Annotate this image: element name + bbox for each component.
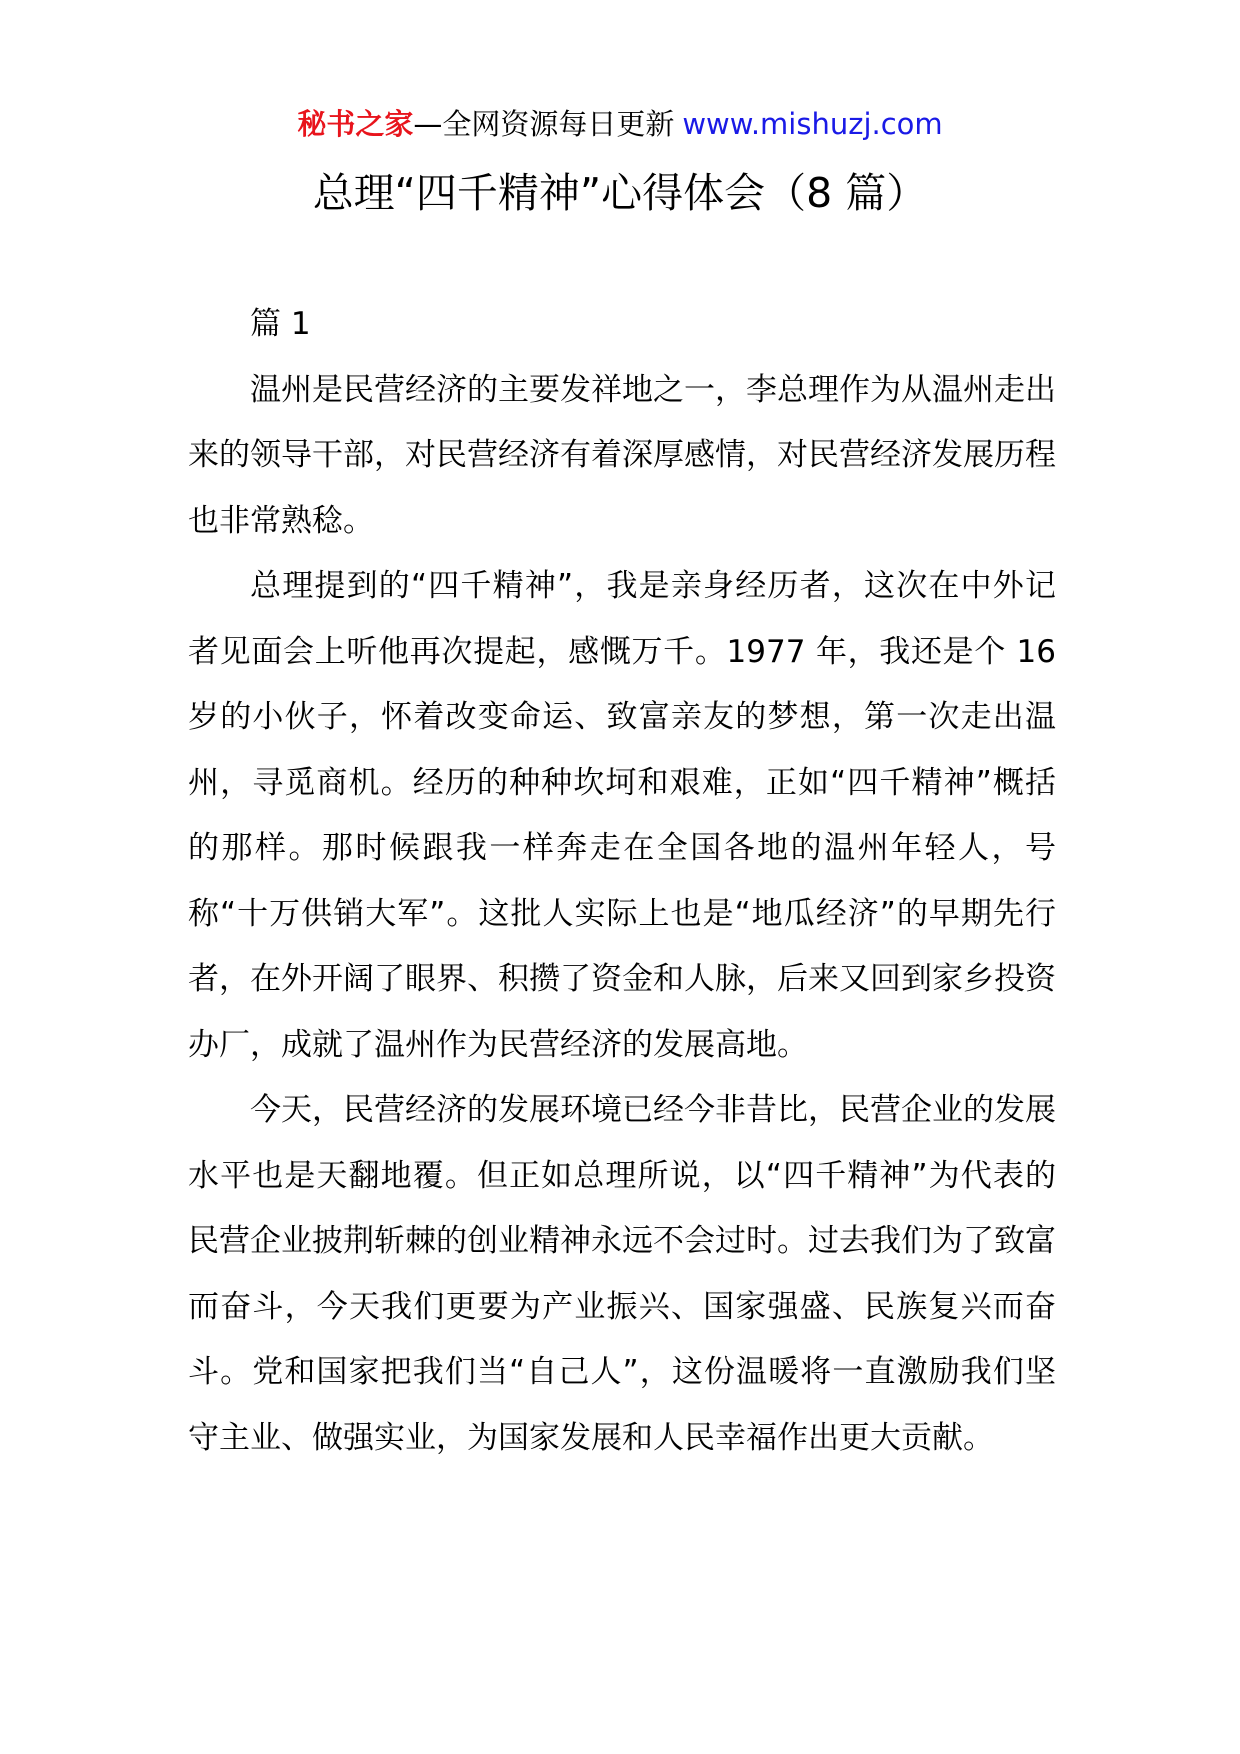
document-body [188,292,1056,1471]
paragraph: 总理提到的“四千精神”，我是亲身经历者，这次在中外记者见面会上听他再次提起，感慨万千。1977 年，我还是个 16 岁的小伙子，怀着改变命运、致富亲友的梦想，第一次走出温州，寻觅商机。经历的种种坎坷和艰难，正如“四千精神”概括的那样。那时候跟我一样奔走在全国各地的温州年轻人，号称“十万供销大军”。这批人实际上也是“地瓜经济”的早期先行者，在外开阔了眼界、积攒了资金和人脉，后来又回到家乡投资办厂，成就了温州作为民营经济的发展高地。 [188,568,1056,1063]
page-header [0,100,1240,148]
paragraph: 今天，民营经济的发展环境已经今非昔比，民营企业的发展水平也是天翻地覆。但正如总理所说，以“四千精神”为代表的民营企业披荆斩棘的创业精神永远不会过时。过去我们为了致富而奋斗，今天我们更要为产业振兴、国家强盛、民族复兴而奋斗。党和国家把我们当“自己人”，这份温暖将一直激励我们坚守主业、做强实业，为国家发展和人民幸福作出更大贡献。 [188,1092,1056,1456]
site-name: 秘书之家 [297,107,414,141]
site-url-link[interactable]: www.mishuzj.com [682,107,943,141]
document-title: 总理“四千精神”心得体会（8 篇） [312,169,928,217]
header-slogan: —全网资源每日更新 [413,107,675,141]
paragraph: 温州是民营经济的主要发祥地之一，李总理作为从温州走出来的领导干部，对民营经济有着深厚感情，对民营经济发展历程也非常熟稔。 [188,371,1056,539]
section-label: 篇 1 [250,306,311,342]
